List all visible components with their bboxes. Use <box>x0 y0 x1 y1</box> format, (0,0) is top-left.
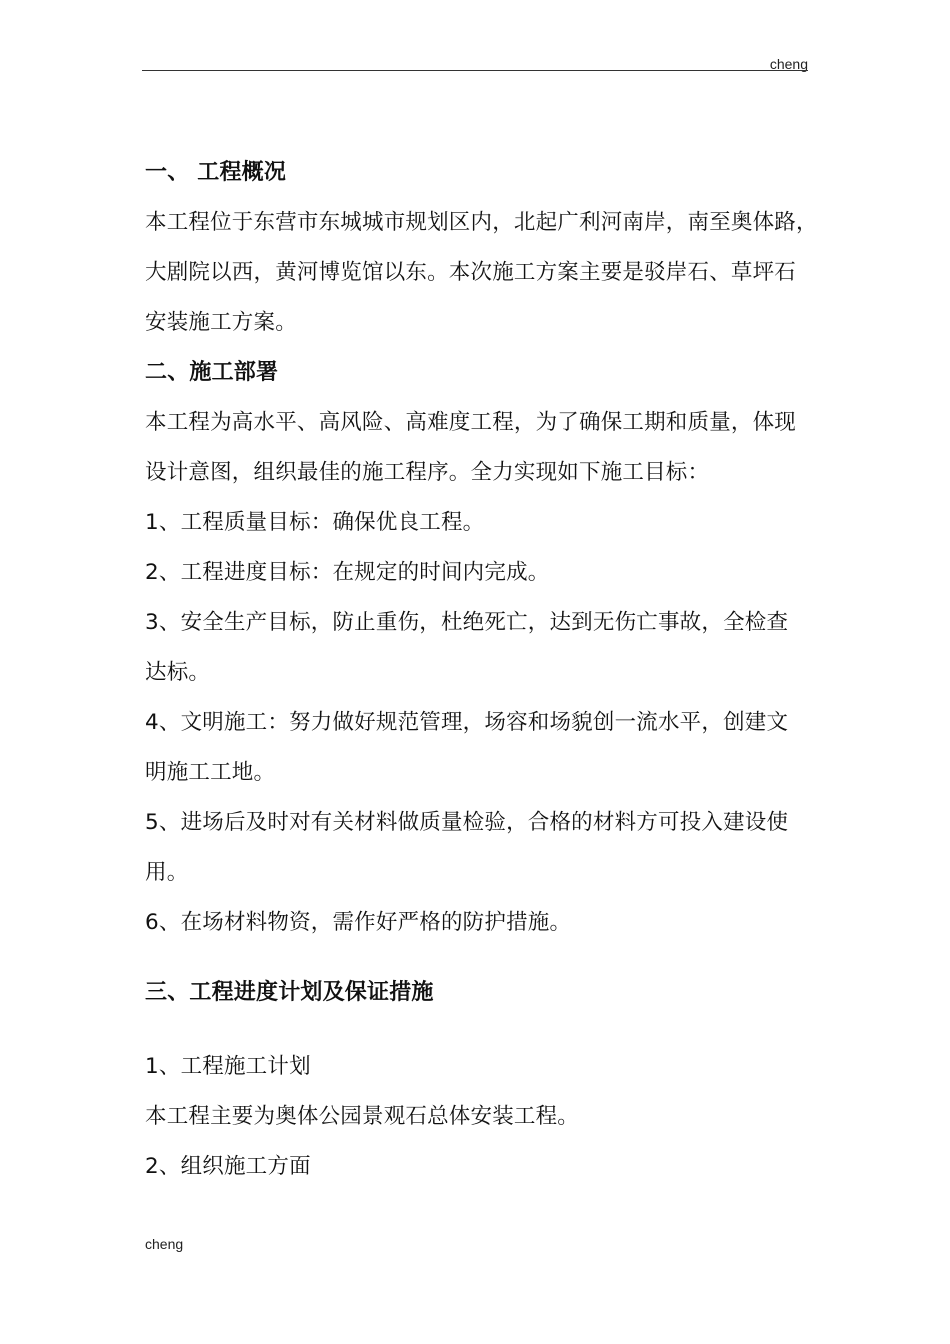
section-1-title: 一、 工程概况 <box>145 160 287 185</box>
list-item: 2、工程进度目标：在规定的时间内完成。 <box>145 560 550 585</box>
subsection-title: 2、组织施工方面 <box>145 1154 311 1179</box>
list-item-continuation: 明施工工地。 <box>145 760 276 785</box>
paragraph-line: 设计意图，组织最佳的施工程序。全力实现如下施工目标： <box>145 460 710 485</box>
paragraph-line: 安装施工方案。 <box>145 310 297 335</box>
list-item: 3、安全生产目标，防止重伤，杜绝死亡，达到无伤亡事故，全检查 <box>145 610 789 635</box>
page-header-text: cheng <box>769 56 808 72</box>
paragraph-line: 本工程位于东营市东城城市规划区内，北起广利河南岸，南至奥体路， <box>145 210 818 235</box>
list-item: 6、在场材料物资，需作好严格的防护措施。 <box>145 910 572 935</box>
section-2-title: 二、施工部署 <box>145 360 279 385</box>
list-item: 5、进场后及时对有关材料做质量检验，合格的材料方可投入建设使 <box>145 810 789 835</box>
section-3-title: 三、工程进度计划及保证措施 <box>145 980 434 1005</box>
list-item-continuation: 用。 <box>145 860 189 885</box>
page-footer-text: cheng <box>145 1236 184 1252</box>
paragraph-line: 本工程主要为奥体公园景观石总体安装工程。 <box>145 1104 580 1129</box>
paragraph-line: 大剧院以西，黄河博览馆以东。本次施工方案主要是驳岸石、草坪石 <box>145 260 797 285</box>
list-item-continuation: 达标。 <box>145 660 211 685</box>
subsection-title: 1、工程施工计划 <box>145 1054 311 1079</box>
list-item: 1、工程质量目标：确保优良工程。 <box>145 510 485 535</box>
paragraph-line: 本工程为高水平、高风险、高难度工程，为了确保工期和质量，体现 <box>145 410 797 435</box>
header-rule <box>142 70 808 71</box>
list-item: 4、文明施工：努力做好规范管理，场容和场貌创一流水平，创建文 <box>145 710 789 735</box>
document-body <box>145 148 821 1192</box>
